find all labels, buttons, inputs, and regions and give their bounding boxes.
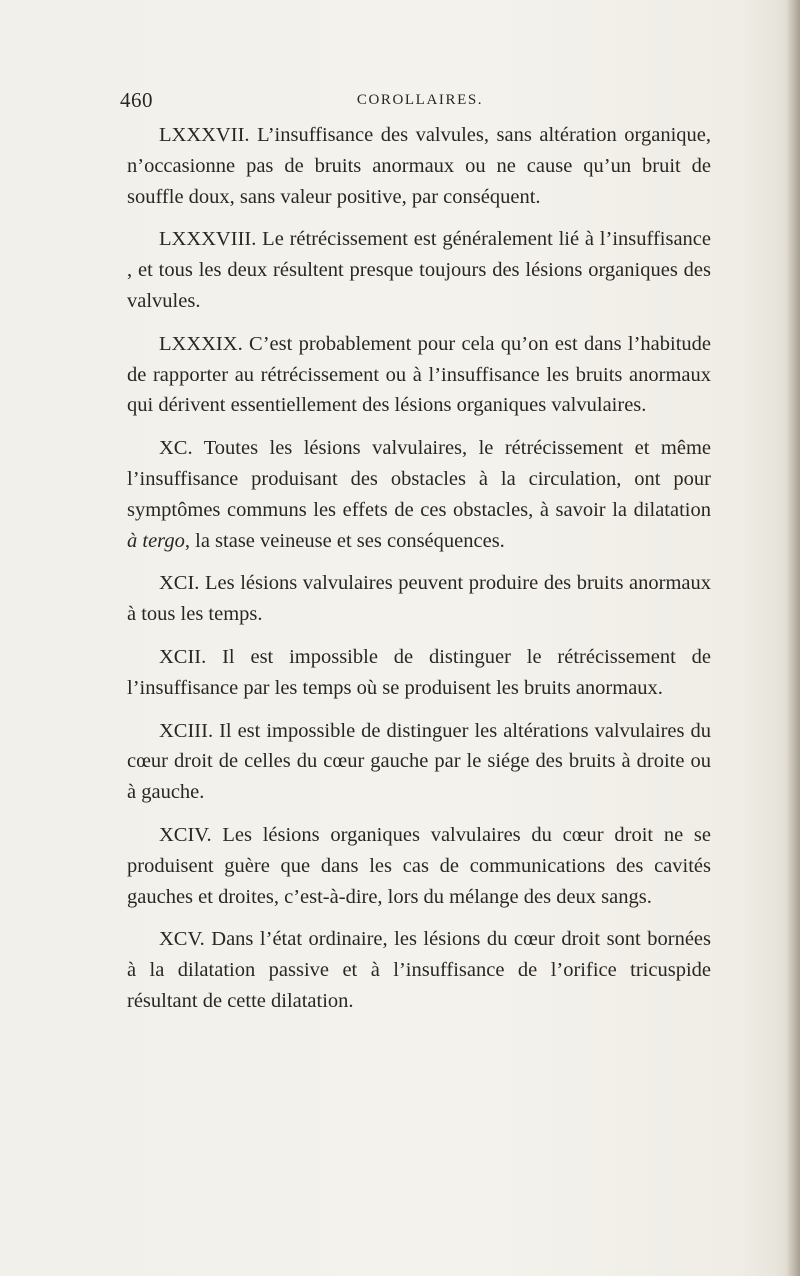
paragraph-text: Toutes les lésions valvulaires, le rétrécissement et même l’insuffisance produisant des obstacles à la circulation, ont pour symptômes communs les effets de ces obstacles, à savoir la dilatation: [127, 437, 711, 521]
paragraph-number: XCIV.: [159, 823, 212, 846]
page-edge-shadow: [786, 0, 800, 1276]
paragraph-text: Les lésions valvulaires peuvent produire des bruits anormaux à tous les temps.: [127, 572, 711, 626]
paragraph-number: XCIII.: [159, 719, 214, 742]
paragraph-xciii: [127, 716, 711, 808]
page-body: [127, 120, 711, 1029]
paragraph-number: LXXXIX.: [159, 332, 243, 355]
paragraph-text: Il est impossible de distinguer le rétrécissement de l’insuffisance par les temps où se produisent les bruits anormaux.: [127, 645, 712, 699]
paragraph-italic-text: à tergo: [127, 529, 185, 552]
paragraph-xci: [127, 568, 711, 630]
paragraph-lxxxviii: [127, 224, 711, 316]
paragraph-number: XCI.: [159, 572, 200, 595]
paragraph-text: Le rétrécissement est généralement lié à l’insuffisance , et tous les deux résultent presque toujours des lésions organiques des valvules.: [127, 228, 711, 312]
page-number: 460: [120, 88, 153, 112]
paragraph-lxxxvii: [127, 120, 711, 212]
paragraph-text: Dans l’état ordinaire, les lésions du cœur droit sont bornées à la dilatation passive et à l’insuffisance de l’orifice tricuspide résultant de cette dilatation.: [127, 928, 712, 1012]
page-header: [120, 88, 720, 118]
paragraph-text: , la stase veineuse et ses conséquences.: [184, 529, 505, 552]
paragraph-xc: [127, 433, 711, 556]
paragraph-number: XC.: [159, 437, 193, 460]
paragraph-xciv: [127, 820, 711, 912]
paragraph-number: XCV.: [159, 928, 205, 951]
running-head: COROLLAIRES.: [356, 92, 484, 108]
paragraph-number: LXXXVII.: [159, 124, 250, 146]
paragraph-text: Les lésions organiques valvulaires du cœur droit ne se produisent guère que dans les cas de communications des cavités gauches et droites, c’est-à-dire, lors du mélange des deux sangs.: [127, 823, 711, 908]
paragraph-number: XCII.: [159, 645, 207, 668]
paragraph-xcv: [127, 924, 711, 1016]
paragraph-text: C’est probablement pour cela qu’on est dans l’habitude de rapporter au rétrécissement ou à l’insuffisance les bruits anormaux qui dérivent essentiellement des lésions organiques valvulaires.: [127, 332, 711, 417]
paragraph-text: L’insuffisance des valvules, sans altération organique, n’occasionne pas de bruits anormaux ou ne cause qu’un bruit de souffle doux, sans valeur positive, par conséquent.: [127, 124, 711, 208]
paragraph-xcii: [127, 642, 711, 704]
paragraph-number: LXXXVIII.: [159, 228, 257, 251]
paragraph-lxxxix: [127, 329, 711, 421]
paragraph-text: Il est impossible de distinguer les altérations valvulaires du cœur droit de celles du cœur gauche par le siége des bruits à droite ou à gauche.: [127, 719, 711, 804]
